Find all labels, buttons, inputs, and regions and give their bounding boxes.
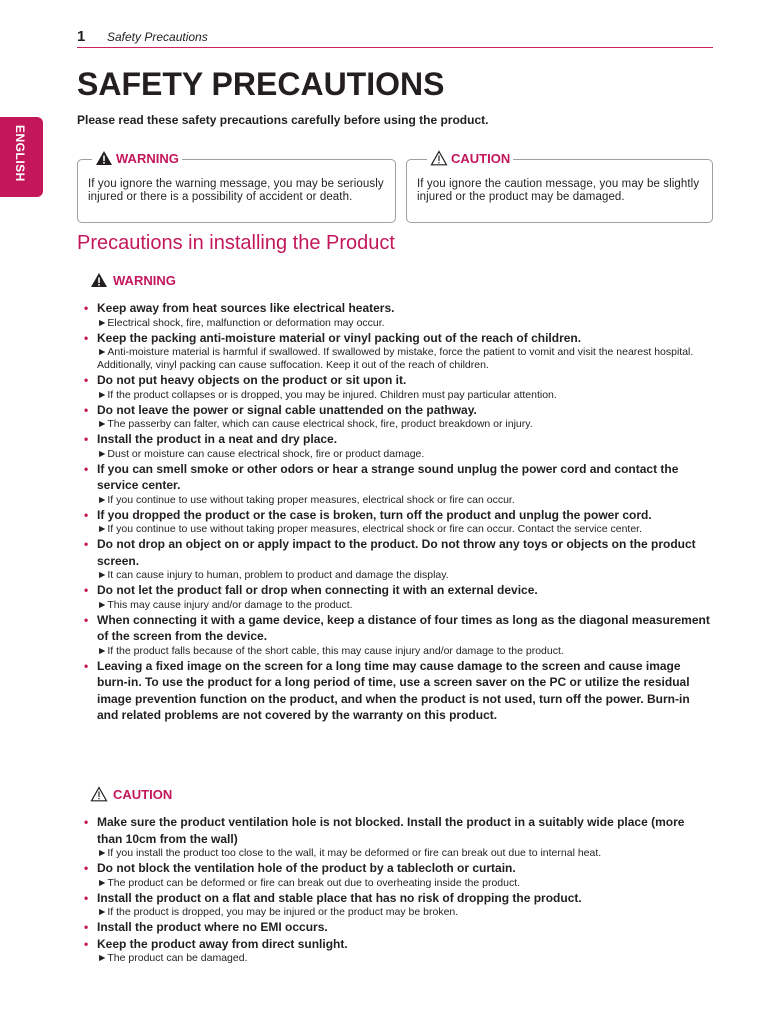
item-note: ►If you continue to use without taking proper measures, electrical shock or fire can occur. bbox=[97, 493, 515, 506]
item-text: Do not let the product fall or drop when connecting it with an external device. bbox=[97, 583, 538, 597]
page-header bbox=[77, 28, 713, 48]
bullet: • bbox=[84, 461, 89, 476]
item-note: ►The passerby can falter, which can cause electrical shock, fire, product breakdown or injury. bbox=[97, 418, 533, 430]
caution-triangle-outline-icon bbox=[90, 786, 108, 802]
item-text: Leaving a fixed image on the screen for a long time may cause damage to the screen and cause image burn-in. To use the product for a long period of time, use a screen saver on the PC or utilize the residual image prevention function on the product, and when the product is not used, turn off the power. Burn-in and related problems are not covered by the warranty on this product. bbox=[97, 658, 690, 722]
list-item bbox=[84, 536, 710, 582]
caution-section-label-text: CAUTION bbox=[113, 786, 173, 802]
list-item bbox=[84, 936, 710, 966]
item-note: ►If the product is dropped, you may be injured or the product may be broken. bbox=[97, 906, 459, 918]
section-heading: Precautions in installing the Product bbox=[77, 232, 395, 254]
list-item bbox=[84, 612, 710, 658]
bullet: • bbox=[84, 815, 89, 829]
item-text: Do not drop an object on or apply impact to the product. Do not throw any toys or objects on the product screen. bbox=[97, 537, 696, 568]
bullet: • bbox=[84, 373, 89, 387]
list-item bbox=[84, 431, 710, 461]
item-text: If you can smell smoke or other odors or hear a strange sound unplug the power cord and contact the service center. bbox=[97, 461, 679, 492]
list-item bbox=[84, 330, 710, 373]
warning-triangle-filled-icon bbox=[95, 150, 113, 166]
list-item bbox=[84, 461, 710, 507]
bullet: • bbox=[84, 301, 89, 315]
caution-notice-label-text: CAUTION bbox=[451, 150, 511, 166]
caution-notice-box bbox=[406, 150, 713, 223]
page-title: SAFETY PRECAUTIONS bbox=[77, 66, 445, 102]
list-item bbox=[84, 860, 710, 890]
item-note: ►It can cause injury to human, problem to product and damage the display. bbox=[97, 569, 449, 581]
warning-section-label-text: WARNING bbox=[113, 272, 176, 288]
language-tab bbox=[0, 117, 43, 197]
language-tab-label: ENGLISH bbox=[13, 125, 27, 182]
warning-notice-label-text: WARNING bbox=[116, 150, 179, 166]
item-note: ►The product can be damaged. bbox=[97, 952, 248, 964]
item-text: Do not leave the power or signal cable unattended on the pathway. bbox=[97, 402, 477, 417]
bullet: • bbox=[84, 920, 89, 934]
item-text: Make sure the product ventilation hole is not blocked. Install the product in a suitably wide place (more than 10cm from the wall) bbox=[97, 815, 685, 846]
item-note: ►If you install the product too close to the wall, it may be deformed or fire can break out due to internal heat. bbox=[97, 847, 602, 859]
item-note: ►Anti-moisture material is harmful if swallowed. If swallowed by mistake, force the patient to vomit and visit the nearest hospital. Additionally, vinyl packing can cause suffocation. Keep it out of the reach of children. bbox=[97, 346, 694, 371]
item-note: ►If the product collapses or is dropped, you may be injured. Children must pay particular attention. bbox=[97, 388, 557, 401]
warning-section-label bbox=[90, 272, 176, 288]
bullet: • bbox=[84, 402, 89, 417]
bullet: • bbox=[84, 432, 89, 446]
item-note: ►Dust or moisture can cause electrical shock, fire or product damage. bbox=[97, 447, 425, 460]
running-header-title: Safety Precautions bbox=[107, 30, 208, 44]
item-note: ►Electrical shock, fire, malfunction or deformation may occur. bbox=[97, 316, 385, 329]
bullet: • bbox=[84, 507, 89, 522]
item-text: Do not block the ventilation hole of the product by a tablecloth or curtain. bbox=[97, 861, 516, 875]
bullet: • bbox=[84, 936, 89, 951]
item-note: ►This may cause injury and/or damage to the product. bbox=[97, 598, 353, 611]
caution-section-label bbox=[90, 786, 172, 802]
list-item bbox=[84, 919, 710, 936]
list-item bbox=[84, 402, 710, 432]
list-item bbox=[84, 300, 710, 330]
item-text: Keep the packing anti-moisture material or vinyl packing out of the reach of children. bbox=[97, 330, 582, 345]
bullet: • bbox=[84, 583, 89, 597]
list-item bbox=[84, 582, 710, 612]
item-text: If you dropped the product or the case is broken, turn off the product and unplug the power cord. bbox=[97, 507, 652, 522]
item-text: Install the product in a neat and dry place. bbox=[97, 432, 338, 446]
item-text: Install the product where no EMI occurs. bbox=[97, 920, 328, 934]
list-item bbox=[84, 890, 710, 920]
caution-triangle-outline-icon bbox=[430, 150, 448, 166]
page-number: 1 bbox=[77, 28, 86, 45]
intro-text: Please read these safety precautions carefully before using the product. bbox=[77, 113, 489, 127]
bullet: • bbox=[84, 658, 89, 673]
caution-notice-text: If you ignore the caution message, you may be slightly injured or the product may be damaged. bbox=[417, 178, 700, 203]
item-text: Do not put heavy objects on the product or sit upon it. bbox=[97, 373, 407, 387]
caution-list bbox=[84, 814, 710, 965]
warning-notice-box bbox=[77, 150, 396, 223]
bullet: • bbox=[84, 861, 89, 875]
list-item bbox=[84, 507, 710, 537]
list-item bbox=[84, 658, 710, 724]
warning-notice-text: If you ignore the warning message, you may be seriously injured or there is a possibility of accident or death. bbox=[88, 178, 384, 203]
bullet: • bbox=[84, 330, 89, 345]
bullet: • bbox=[84, 612, 89, 627]
item-text: Keep away from heat sources like electrical heaters. bbox=[97, 301, 395, 315]
warning-list bbox=[84, 300, 710, 724]
list-item bbox=[84, 814, 710, 860]
caution-notice-label bbox=[427, 150, 513, 166]
bullet: • bbox=[84, 537, 89, 551]
item-note: ►If the product falls because of the short cable, this may cause injury and/or damage to the product. bbox=[97, 644, 564, 657]
item-text: When connecting it with a game device, keep a distance of four times as long as the diagonal measurement of the screen from the device. bbox=[97, 612, 710, 643]
item-note: ►If you continue to use without taking proper measures, electrical shock or fire can occur. Contact the service center. bbox=[97, 523, 642, 535]
warning-triangle-filled-icon bbox=[90, 272, 108, 288]
list-item bbox=[84, 372, 710, 402]
bullet: • bbox=[84, 890, 89, 905]
item-text: Install the product on a flat and stable place that has no risk of dropping the product. bbox=[97, 890, 582, 905]
item-text: Keep the product away from direct sunlight. bbox=[97, 936, 348, 951]
warning-notice-label bbox=[92, 150, 182, 166]
item-note: ►The product can be deformed or fire can break out due to overheating inside the product. bbox=[97, 876, 521, 889]
